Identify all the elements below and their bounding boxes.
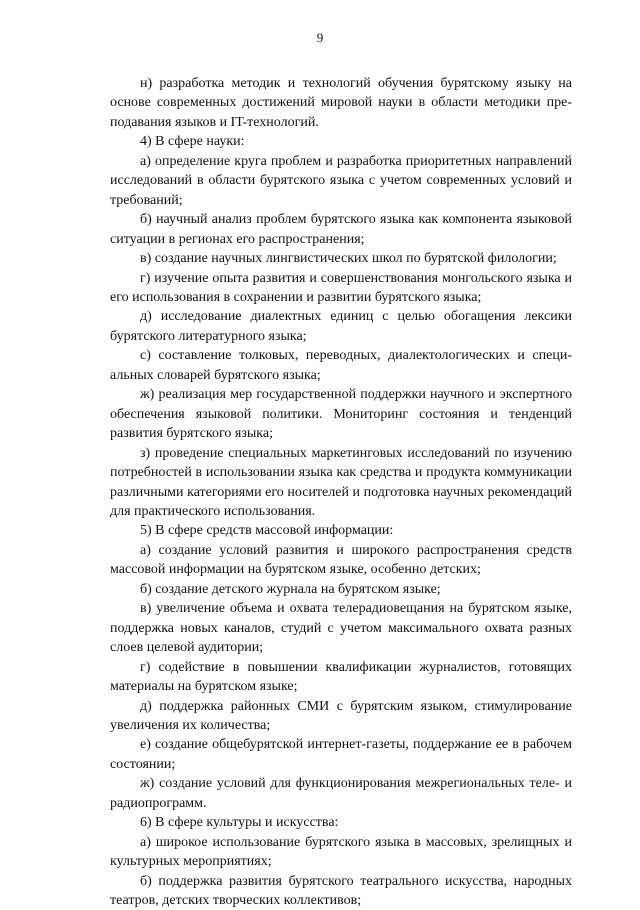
paragraph-item-d-science: д) исследование диалектных единиц с целью обогащения лексики бурятского литературного языка; — [110, 309, 572, 344]
paragraph-item-zh-science: ж) реализация мер государственной поддержки научного и экспертного обеспечения языковой политики. Мониторинг состояния и тенденций развития бурятского языка; — [110, 387, 572, 442]
document-body — [110, 74, 572, 910]
paragraph-item-a-science: а) определение круга проблем и разработка приоритетных направлений исследований в области бурятского языка с учетом современных условий и требований; — [110, 153, 572, 208]
paragraph-item-v-science: в) создание научных лингвистических школ по бурятской филологии; — [140, 251, 557, 267]
paragraph-item-v-media: в) увеличение объема и охвата телерадиовещания на бурятском языке, поддержка новых каналов, студий с учетом максимального охвата разных слоев целевой аудитории; — [110, 601, 572, 656]
paragraph-item-d-media: д) поддержка районных СМИ с бурятским языком, стимулирование увеличения их количества; — [110, 698, 572, 733]
paragraph-item-g-media: г) содействие в повышении квалификации журналистов, готовящих материалы на бурятском языке; — [110, 659, 572, 695]
section-heading-media: 5) В сфере средств массовой информации: — [140, 523, 394, 539]
paragraph-item-b-media: б) создание детского журнала на бурятском языке; — [140, 581, 441, 597]
paragraph-item-z-science: з) проведение специальных маркетинговых исследований по изучению потребностей в использовании языка как средства и продукта коммуникации различными категориями его носителей и подготовка научных рекомендаций для практического использования. — [110, 445, 572, 519]
paragraph-item-b-culture: б) поддержка развития бурятского театрального искусства, народных театров, детских творческих коллективов; — [110, 873, 572, 909]
paragraph-item-a-culture: а) широкое использование бурятского языка в массовых, зрелищных и культурных мероприятиях; — [110, 834, 572, 870]
paragraph-item-zh-media: ж) создание условий для функционирования межрегиональных теле- и радиопрограмм. — [110, 776, 572, 811]
paragraph-item-b-science: б) научный анализ проблем бурятского языка как компонента языковой ситуации в регионах его распространения; — [110, 212, 572, 247]
paragraph-item-s-science: с) составление толковых, переводных, диалектологических и специальных словарей бурятского языка; — [110, 348, 572, 383]
page-number: 9 — [316, 30, 324, 45]
paragraph-item-a-media: а) создание условий развития и широкого распространения средств массовой информации на бурятском языке, особенно детских; — [110, 542, 572, 578]
section-heading-culture: 6) В сфере культуры и искусства: — [140, 815, 339, 831]
paragraph-item-g-science: г) изучение опыта развития и совершенствования монгольского языка и его использования в сохранении и развитии бурятского языка; — [110, 270, 572, 305]
section-heading-science: 4) В сфере науки: — [140, 134, 245, 150]
paragraph-item-n-methods: н) разработка методик и технологий обучения бурятскому языку на основе современных достижений мировой науки в области методики преподавания языков и IT-технологий. — [110, 76, 572, 130]
paragraph-item-e-media: е) создание общебурятской интернет-газеты, поддержание ее в рабочем состоянии; — [110, 737, 572, 772]
